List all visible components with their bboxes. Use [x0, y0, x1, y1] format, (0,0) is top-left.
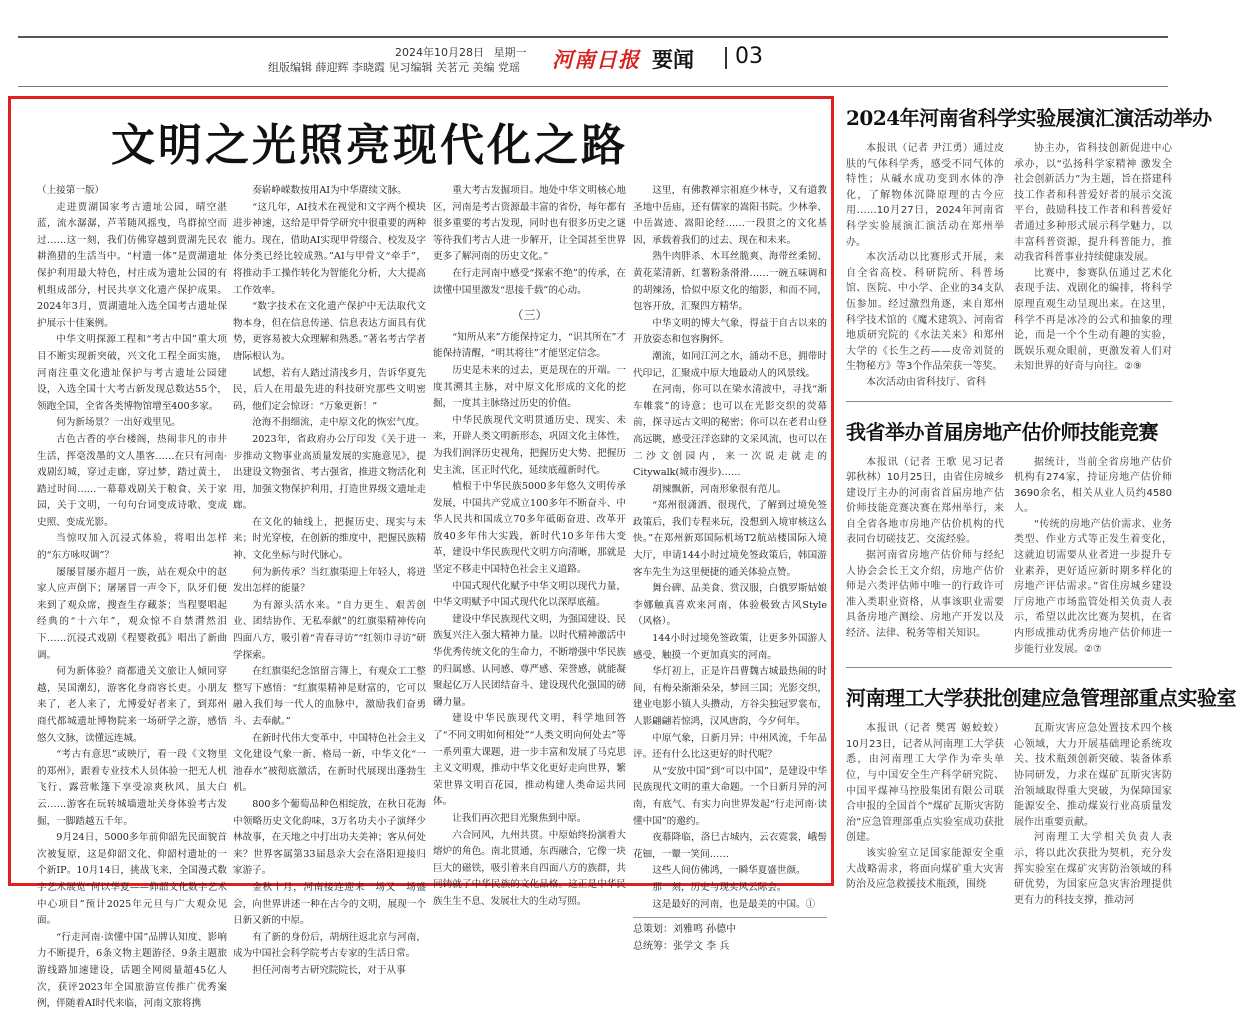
- article-column-4: [633, 183, 827, 953]
- article-column-3: [433, 183, 626, 907]
- side-article-title: 我省举办首届房地产估价师技能竞赛: [846, 419, 1158, 444]
- article-paragraph: 重大考古发掘项目。地处中华文明核心地区，河南是考古资源最丰富的省份，每年都有很多重要的考古发现，同时也有很多历史之谜等待我们考古人进一步解开，让全国甚至世界更多了解河南的历史文化。”: [433, 185, 626, 263]
- side-article: [846, 102, 1212, 391]
- editor-divider: [633, 917, 827, 918]
- side-article-paragraph: 据河南省房地产估价师与经纪人协会会长王文介绍，房地产估价师是六类评估师中唯一的行政许可准入类职业资格，从事该职业需要具备房地产测绘、房地产开发以及经济、法律、税务等相关知识。: [846, 550, 1004, 640]
- article-paragraph: 华灯初上，正是许昌曹魏古城最热闹的时间，有梅朵渐渐朵朵，梦回三国；光影交织，建业电影小镇人头攒动，方谷尖独冠罗裳布，人影翩翩若惊鸿，汉风唐韵，今夕何年。: [633, 666, 827, 727]
- main-article: [8, 96, 834, 1010]
- article-paragraph: 中原气象，日新月异；中州风流，千年品评。还有什么比这更好的时代呢？: [633, 732, 827, 761]
- article-paragraph: 中华文明探源工程和“考古中国”重大项目不断实现新突破，兴文化工程全面实施，河南注重文化遗址保护与考古遗址公园建设，入选全国十大考古新发现总数达55个，领跑全国，全省各类博物馆增至400多家。: [37, 334, 227, 412]
- date-line: [395, 44, 533, 60]
- article-paragraph: 夜幕降临，洛巳古城内，云衣霓裳，峨髻花钿，一颦一笑间……: [633, 832, 827, 860]
- article-paragraph: 熟牛肉胖杀、木耳丝脆爽、海带丝柔韧、黄花菜清新、红薯粉条滑滑……一碗五味调和的胡辣汤，恰似中原文化的缩影，和而不同，包容开放，汇聚四方精华。: [633, 251, 827, 313]
- article-paragraph: 担任河南考古研究院院长，对于从事: [252, 964, 406, 976]
- masthead-bottom-rule: [18, 86, 1168, 87]
- article-paragraph: “这几年，AI技术在视觉和文字两个模块进步神速，这给是甲骨学研究中很重要的两种能力。现在，借助AI实现甲骨缀合、校发及字体分类已经比较成熟。”AI与甲骨文“牵手”，将推动手工操作转化为智能化分析，大大提高工作效率。: [233, 201, 426, 296]
- side-article-column: [1014, 141, 1172, 391]
- main-headline: 文明之光照亮现代化之路: [111, 120, 628, 171]
- article-paragraph: 这是最好的河南，也是最美的中国。①: [652, 898, 816, 910]
- editor-credits: 组版编辑 薛迎辉 李晓霞 见习编辑 关茗元 美编 党瑶: [268, 61, 520, 74]
- article-separator: [846, 667, 1172, 668]
- masthead-top-rule: [18, 36, 1168, 38]
- newspaper-logo: 河南日报: [552, 47, 640, 72]
- article-paragraph: 这里，有佛教禅宗祖庭少林寺，又有道教圣地中岳庙，还有儒家的嵩阳书院。少林拳、中岳嵩迹、嵩阳论经……一段贯之的文化基因，承载着我们的过去、现在和未来。: [633, 185, 827, 246]
- article-paragraph: 试想，若有人踏过清浅乡月，告诉华夏先民，后人在用最先进的科技研究那些文明密码，他们定会惊讶：“万象更新！”: [233, 367, 426, 412]
- side-article-paragraph: 据统计，当前全省房地产估价机构有274家，持证房地产估价师3690余名，相关从业人员约4580人。: [1014, 456, 1172, 515]
- article-paragraph: 植根于中华民族5000多年悠久文明传承发展，中国共产党成立100多年不断奋斗、中华人民共和国成立70多年砥砺奋进、改革开放40多年伟大实践，新时代10多年伟大变革，建设中华民族现代文明方向清晰，那就是坚定不移走中国特色社会主义道路。: [433, 481, 626, 576]
- section-name: 要闻: [652, 48, 694, 72]
- article-paragraph: 在河南，你可以在梁水清波中，寻找“渐车帷裳”的诗意；也可以在光影交织的荧幕前，探寻远古文明的秘密；你可以在老君山登高远眺，感受汪洋恣肆的文采风流，也可以在二沙文创园内，来一次说走就走的Citywalk(城市漫步)……: [633, 384, 827, 479]
- article-paragraph: 从“安放中国”到“可以中国”，是建设中华民族现代文明的重大命题。一个日新月异的河南，有底气、有实力向世界发起“行走河南·读懂中国”的邀约。: [633, 765, 827, 827]
- side-article-body: [846, 141, 1172, 391]
- article-paragraph: “数字技术在文化遗产保护中无法取代文物本身，但在信息传递、信息表达方面具有优势，更容易被大众理解和熟悉。”著名考古学者唐际根认为。: [233, 301, 426, 362]
- side-article-column: [846, 455, 1004, 658]
- side-article-paragraph: 本次活动由省科技厅、省科: [866, 376, 986, 388]
- article-paragraph: 胡辣飘新，河南形象很有范儿。: [652, 483, 787, 495]
- side-article-paragraph: 比赛中，参赛队伍通过艺术化表现手法、戏剧化的编排，将科学原理直观生动呈现出来。在这里，科学不再是冰冷的公式和抽象的理论，而是一个个生动有趣的实验，既娱乐观众眼前，更激发着人们对未知世界的好奇与向往。②⑨: [1014, 267, 1172, 373]
- side-article: [846, 682, 1236, 908]
- side-article-column: [1014, 721, 1172, 908]
- side-article-paragraph: 本报讯（记者 王歌 见习记者 郭秋林）10月25日，由省住房城乡建设厅主办的河南省首届房地产估价师技能竞赛决赛在郑州举行，来自全省各地市房地产估价机构的代表同台切磋技艺、交流经验。: [846, 456, 1004, 546]
- article-paragraph: 在文化的轴线上，把握历史、现实与未来；时光穿梭，在创新的维度中，把握民族精神、文化坐标与时代脉心。: [233, 516, 426, 562]
- side-article-paragraph: 瓦斯灾害应急处置技术四个核心领域，大力开展基础理论系统攻关、技术瓶颈创新突破、装备体系协同研发，力求在煤矿瓦斯灾害防治领域取得重大突破，为保障国家能源安全、推动煤炭行业高质量发展作出重要贡献。: [1014, 723, 1172, 828]
- article-paragraph: 在新时代伟大变革中，中国特色社会主义文化建设气象一新、格局一新，中华文化“一池春水”被彻底激活，在新时代展现出蓬勃生机。: [233, 732, 426, 794]
- article-paragraph: 在红旗渠纪念馆留言簿上，有观众工工整整写下感悟：“红旗渠精神是财富的，它可以融入我们每一代人的血脉中，激励我们奋勇斗、去奉献。”: [233, 666, 426, 727]
- article-paragraph: 在行走河南中感受“探索不绝”的传承，在读懂中国里激发“思接千载”的心动。: [433, 267, 626, 296]
- side-articles: [846, 96, 1236, 906]
- side-article-column: [846, 141, 1004, 391]
- article-paragraph: 那一刻，历史与现实风云际会。: [652, 881, 787, 893]
- side-article-title: 河南理工大学获批创建应急管理部重点实验室: [846, 686, 1236, 711]
- article-paragraph: 这些人间仿佛鸿，一瞬华夏盛世颜。: [652, 865, 806, 877]
- article-separator: [846, 401, 1172, 402]
- article-paragraph: 中华文明的博大气象，得益于自古以来的开放姿态和包容胸怀。: [633, 317, 827, 346]
- article-paragraph: “郑州很潇洒、很现代，了解到过境免签政策后，我们专程来玩，没想到入境审核这么快。”在郑州新郑国际机场T2航站楼国际入境大厅，申请144小时过境免签政策后，韩国游客车先生为这里便捷的通关体验点赞。: [633, 500, 827, 578]
- side-article-body: [846, 455, 1172, 658]
- article-column-2: [233, 183, 426, 976]
- article-column-1: [37, 183, 227, 1010]
- article-paragraph: 沧海不捐细流，走中原文化的恢宏气度。: [252, 417, 425, 429]
- article-paragraph: 六合同风，九州共贯。中原始终扮演着大熔炉的角色。南北贯通，东西融合，它像一块巨大的磁铁，吸引着来自四面八方的族群，共同铸就了中华民族的文化品格。这正是中华民族生生不息、发展壮大的生动写照。: [433, 829, 626, 907]
- side-article-title: 2024年河南省科学实验展演汇演活动举办: [846, 106, 1212, 130]
- article-paragraph: 潮流，如同江河之水，涌动不息，拥带时代印记，汇聚成中原大地最动人的风景线。: [633, 350, 827, 379]
- article-paragraph: 800多个葡萄品种色相绽放，在秋日花海中领略历史文化韵味，3万名功夫小子演绎少林故事，在天地之中打出功夫美神；客从何处来？世界客属第33届恳亲大会在洛阳迎接归家游子。: [233, 798, 426, 877]
- article-paragraph: 屡屡冒屡亦超月一族，站在观众中的赵家人应声倒下；屠屠冒一声令下，队牙们便来到了观众席，搜查生存藏茶；当程婴唱起经典的“十六年”，观众惊不自禁潸然泪下……沉浸式戏剧《程婴救孤》唱出了新曲调。: [37, 566, 227, 661]
- article-paragraph: 古色古香的亭台楼阁，热闹非凡的市井生活，挥毫泼墨的文人墨客……在只有河南·戏剧幻城，穿过走廊，穿过梦，踏过黄土，踏过时间……一幕幕戏剧关于粮食、关于家园，关于文明，一句句台词变成诗歌、变成史照、变成光影。: [37, 433, 227, 528]
- article-paragraph: 奏崭峥嵘数按用AI为中华赓续文脉。: [252, 185, 407, 196]
- side-article-paragraph: 本报讯（记者 樊霄 姬蛟蛟）10月23日，记者从河南理工大学获悉，由河南理工大学作为牵头单位，与中国安全生产科学研究院、中国平煤神马控股集团有限公司联合申报的全国首个“煤矿瓦斯灾害防治”应急管理部重点实验室成功获批创建。: [846, 723, 1004, 844]
- article-paragraph: “知所从来”方能保持定力，“识其所在”才能保持清醒，“明其将往”才能坚定信念。: [433, 331, 626, 360]
- article-paragraph: 有了新的身份后，胡炳往返北京与河南，成为中国社会科学院考古专家的生活日常。: [233, 931, 426, 960]
- side-article-body: [846, 721, 1172, 908]
- article-paragraph: （上接第一版）: [37, 185, 105, 196]
- article-paragraph: 中国式现代化赋予中华文明以现代力量，中华文明赋予中国式现代化以深厚底蕴。: [433, 580, 626, 609]
- article-paragraph: 让我们再次把目光聚焦到中原。: [452, 812, 587, 824]
- article-paragraph: 144小时过境免签政策，让更多外国游人感受、触摸一个更加真实的河南。: [633, 633, 827, 661]
- side-article: [846, 416, 1172, 658]
- side-article-column: [846, 721, 1004, 908]
- article-paragraph: 建设中华民族现代文明，科学地回答了“不同文明如何相处”“人类文明向何处去”等一系列重大课题，进一步丰富和发展了马克思主义文明观，推动中华文化更好走向世界，繁荣世界文明百花园，推动构建人类命运共同体。: [433, 713, 626, 808]
- article-paragraph: 历史是未来的过去，更是现在的开端。一度其溯其主脉，对中原文化形成的文化的挖掘，一度其主脉络过历史的价值。: [433, 364, 626, 410]
- article-paragraph: 走进贾湖国家考古遗址公园，晴空湛蓝，流水潺潺，芦苇随风摇曳，鸟群掠空而过……这一刻，我们仿佛穿越到贾湖先民农耕渔猎的生活当中。“村遗一体”是贾湖遗址保护利用最大特色，村庄成为遗址公园的有机组成部分，村民共享文化遗产保护成果。2024年3月，贾湖遗址入选全国考古遗址保护展示十佳案例。: [37, 201, 227, 329]
- side-article-paragraph: 本报讯（记者 尹江勇）通过皮肤的气体科学秀，感受不同气体的特性；从碱水成功变到水体的净化，了解物体沉降原理的古今应用……10月27日，2024年河南省科学实验展演汇演活动在郑州举办。: [846, 143, 1004, 248]
- issue-date: 2024年10月28日: [395, 46, 484, 59]
- article-paragraph: 何为新场景？一出好戏里见。: [56, 417, 181, 429]
- article-paragraph: “考古有意思”或映厅，看一段《文物里的郑州》，跟着专业技术人员体验一把无人机飞行、露营帐篷下享受凉爽秋风、虽大白云……游客在玩转城墙遗址关身体验考古发掘，一脚踏越五千年。: [37, 749, 227, 827]
- page-number: 03: [735, 44, 763, 69]
- article-paragraph: 为有源头活水来。“自力更生、艰苦创业、团结协作、无私奉献”的红旗渠精神传向四面八方，吸引着“青春寻访”“红领巾寻访”研学探索。: [233, 599, 426, 661]
- article-paragraph: 9月24日，5000多年前仰韶先民面貌首次被复原，这是仰韶文化、仰韶村遗址的一个新IP。10月14日，挑战飞来，全国漫式数字艺术展览“何以华夏——仰韶文化数字艺术中心项目”预计2025年元旦与广大观众见面。: [37, 832, 227, 927]
- article-paragraph: 何为新体验？商都遗关文旅让人倾同穿越，吴国潮幻，游客化身商容长吏。小朋友来了，老人来了，尤博爱好者来了，到郑州商代都城遗址博物院来一场研学之游，感悟悠久文脉，读懂远连城。: [37, 666, 227, 744]
- article-paragraph: 2023年，省政府办公厅印发《关于进一步推动文物事业高质量发展的实施意见》，提出建设文物强省、考古强省，推进文物活化利用，加强文物保护利用，打造世界级文遗址走廊。: [233, 433, 426, 512]
- article-paragraph: 中华民族现代文明贯通历史、现实、未来，开辟人类文明新形态，巩固文化主体性，为我们润泽历史视角，把握历史大势、把握历史主流，匡正时代化，延续底蕴新时代。: [433, 414, 626, 476]
- article-paragraph: “行走河南·读懂中国”品牌认知度、影响力不断提升，6条文物主题游径、9条主题旅游线路加速建设，话题全网阅量超45亿人次，获评2023年全国旅游宣传推广优秀案例，伴随着AI时代来临，河南文旅将携: [37, 931, 227, 1010]
- section-divider: [725, 47, 727, 69]
- side-article-column: [1014, 455, 1172, 658]
- editor-credit: 总统筹：张学文 李 兵: [633, 941, 730, 953]
- article-paragraph: 金秋十月，河南接连迎来一场又一场盛会，向世界讲述一种在古今的文明，展现一个日新又新的中原。: [233, 881, 426, 927]
- side-article-paragraph: 该实验室立足国家能源安全重大战略需求，将面向煤矿重大灾害防治及应急救援技术瓶颈，围绕: [846, 847, 1004, 891]
- article-paragraph: 何为新传承？当红旗渠迎上年轻人，将迸发出怎样的能量？: [233, 566, 426, 595]
- side-article-paragraph: “传统的房地产估价需求、业务类型、作业方式等正发生着变化，这就迫切需要从业者进一步提升专业素养，更好适应新时期多样化的房地产评估需求。”省住房城乡建设厅房地产市场监管处相关负责人表示，希望以此次比赛为契机，在省内形成推动优秀房地产估价师进一步能行业发展。②⑦: [1014, 518, 1172, 655]
- article-paragraph: 当惊叹加入沉浸式体验，将唱出怎样的“东方咏叹调”？: [37, 533, 227, 562]
- section-heading: （三）: [511, 308, 548, 323]
- side-article-paragraph: 河南理工大学相关负责人表示，将以此次获批为契机，充分发挥实验室在煤矿灾害防治领域的科研优势，为国家应急灾害治理提供更有力的科技支撑，推动河: [1014, 832, 1172, 906]
- editor-credit: 总策划：刘雅鸣 孙德中: [633, 924, 737, 936]
- issue-weekday: 星期一: [493, 46, 527, 59]
- side-article-paragraph: 协主办，省科技创新促进中心承办，以“弘扬科学家精神 激发全社会创新活力”为主题，旨在搭建科技工作者和科普爱好者的展示交流平台，鼓励科技工作者和科普爱好者通过多种形式展示科学魅力，以丰富科普资源，提升科普能力，推动我省科普事业持续健康发展。: [1014, 143, 1172, 264]
- article-paragraph: 建设中华民族现代文明，为强国建设、民族复兴注入强大精神力量。以时代精神激活中华优秀传统文化的生命力，不断增强中华民族的归属感、认同感、尊严感、荣誉感，就能凝聚起亿万人民团结奋斗、建设现代化强国的磅礴力量。: [433, 613, 626, 708]
- article-paragraph: 舞台碑、品美食、赏汉服，白俄罗斯姑娘李娜触真喜欢来河南，体验极致古风Style（风格）。: [633, 583, 827, 628]
- side-article-paragraph: 本次活动以比赛形式开展，来自全省高校、科研院所、科普场馆、医院、中小学、企业的34支队伍参加。经过激烈角逐，来自郑州科学技术馆的《魔术建筑》、河南省地质研究院的《水法关来》和郑州大学的《长生之药——皮帝刘贤的生物秘方》等3个作品荣获一等奖。: [846, 252, 1004, 373]
